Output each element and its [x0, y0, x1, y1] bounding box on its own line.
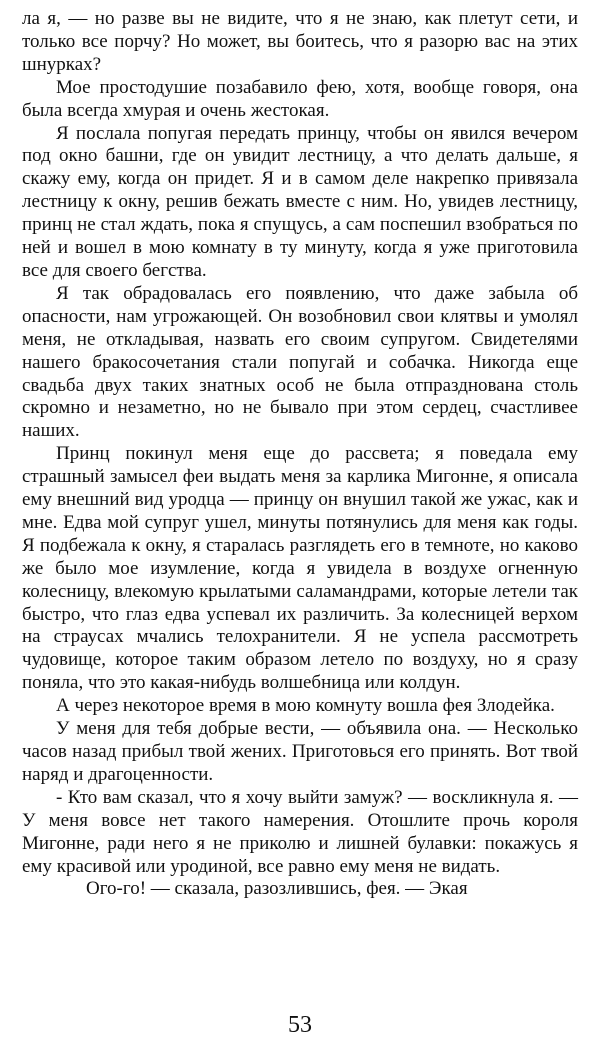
paragraph-2: Мое простодушие позабавило фею, хотя, вообще говоря, она была всегда хмурая и очень жестокая.	[22, 76, 578, 121]
paragraph-1: ла я, — но разве вы не видите, что я не знаю, как плетут сети, и только все порчу? Но может, вы боитесь, что я разорю вас на этих шнурках?	[22, 8, 578, 75]
paragraph-9: Ого-го! — сказала, разозлившись, фея. — Экая	[86, 878, 468, 900]
paragraph-5: Принц покинул меня еще до рассвета; я поведала ему страшный замысел феи выдать меня за карлика Мигонне, я описала ему внешний вид уродца — принцу он внушил такой же ужас, как и мне. Едва мой супруг ушел, минуты потянулись для меня как годы. Я подбежала к окну, я старалась разглядеть его в темноте, но каково же было мое изумление, когда я увидела в воздухе огненную колесницу, влекомую крылатыми саламандрами, которые летели так быстро, что глаз едва успевал их различить. За колесницей верхом на страусах мчались телохранители. Я не успела рассмотреть чудовище, которое таким образом летело по воздуху, но я сразу поняла, что это какая-нибудь волшебница или колдун.	[22, 443, 578, 694]
paragraph-4: Я так обрадовалась его появлению, что даже забыла об опасности, нам угрожающей. Он возобновил свои клятвы и умолял меня, не откладывая, назвать его своим супругом. Свидетелями нашего бракосочетания стали попугай и собачка. Никогда еще свадьба двух таких знатных особ не была отпразднована столь скромно и незаметно, но не бывало при этом сердец, счастливее наших.	[22, 282, 578, 442]
paragraph-7: У меня для тебя добрые вести, — объявила она. — Несколько часов назад прибыл твой жених. Приготовься его принять. Вот твой наряд и драгоценности.	[22, 718, 578, 785]
body-text	[22, 8, 578, 901]
paragraph-3: Я послала попугая передать принцу, чтобы он явился вечером под окно башни, где он увидит лестницу, а что делать дальше, я скажу ему, когда он придет. Я и в самом деле накрепко привязала лестницу к окну, решив бежать вместе с ним. Но, увидев лестницу, принц не стал ждать, пока я спущусь, а сам поспешил взобраться по ней и вошел в мою комнату в ту минуту, когда я уже приготовила все для своего бегства.	[22, 122, 578, 281]
paragraph-8: - Кто вам сказал, что я хочу выйти замуж? — воскликнула я. — У меня вовсе нет такого намерения. Отошлите прочь короля Мигонне, ради него я не приколю и лишней булавки: покажусь я ему красивой или уродиной, все равно ему меня не видать.	[22, 786, 578, 877]
page-number: 53	[288, 1012, 312, 1038]
paragraph-6: А через некоторое время в мою комнуту вошла фея Злодейка.	[56, 695, 555, 717]
